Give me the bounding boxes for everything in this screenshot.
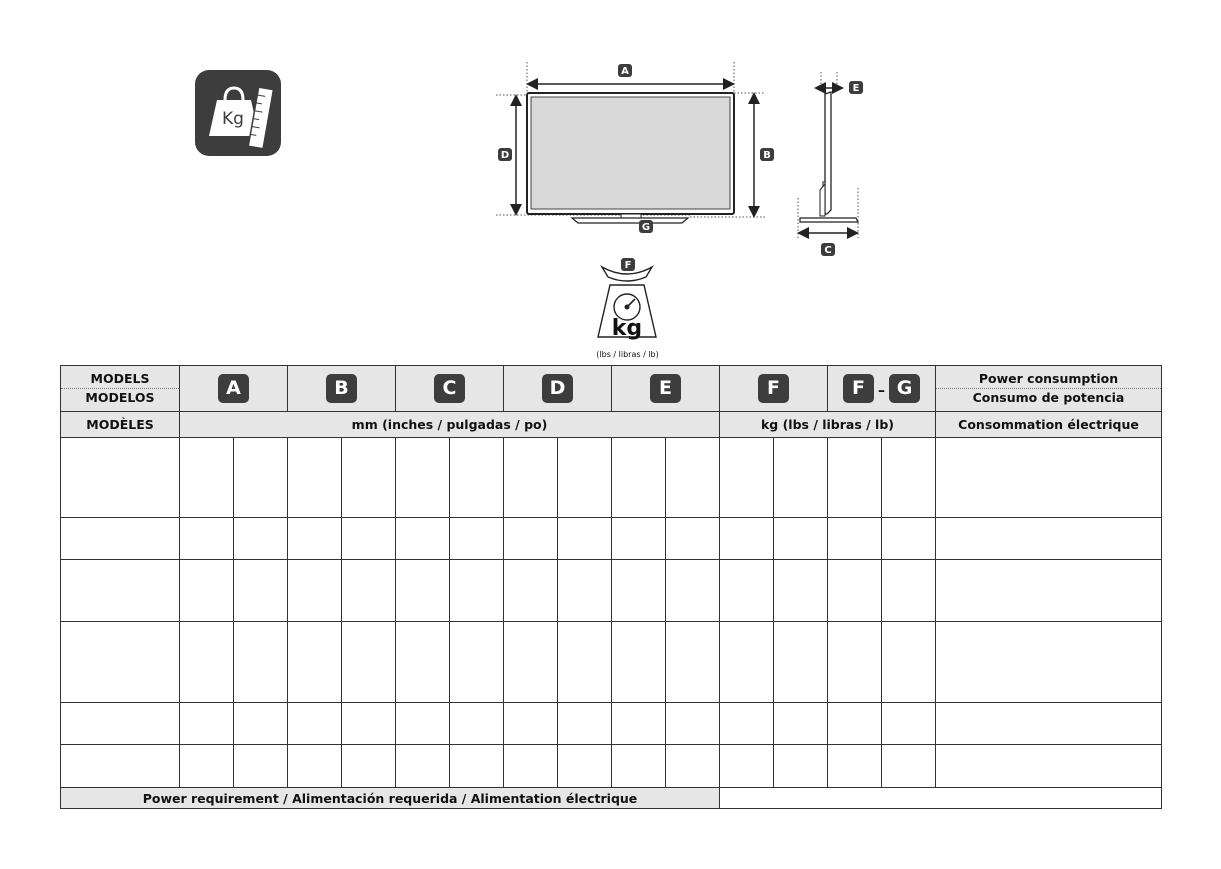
models-header: [61, 366, 180, 412]
tag-b-label: B: [763, 150, 771, 161]
tag-g-label: G: [641, 222, 651, 233]
mm-unit-header: mm (inches / pulgadas / po): [180, 412, 720, 438]
tv-front-diagram: [490, 60, 780, 240]
col-header-f: [720, 366, 828, 412]
power-label-en: Power consumption: [936, 370, 1161, 389]
badge-g: G: [889, 374, 920, 403]
table-row: [61, 560, 1162, 622]
badge-d: D: [542, 374, 573, 403]
tag-f-label: F: [624, 260, 632, 271]
tag-c-label: C: [824, 245, 832, 256]
table-row: [61, 703, 1162, 745]
table-row: [61, 622, 1162, 703]
table-row: [61, 438, 1162, 518]
models-label-es: MODELOS: [85, 390, 155, 405]
weight-scale-diagram: [580, 255, 675, 365]
power-label-es: Consumo de potencia: [972, 390, 1125, 405]
badge-a: A: [218, 374, 249, 403]
kg-unit-header: kg (lbs / libras / lb): [720, 412, 936, 438]
table-row: [61, 518, 1162, 560]
col-header-d: [504, 366, 612, 412]
col-header-c: [396, 366, 504, 412]
models-label-en: MODELS: [61, 370, 179, 389]
table-row: [61, 745, 1162, 788]
scale-units-caption: (lbs / libras / lb): [596, 350, 659, 359]
weight-dimension-icon: [195, 70, 281, 156]
col-header-f-g: [828, 366, 936, 412]
badge-e: E: [650, 374, 681, 403]
models-label-fr: MODÈLES: [61, 412, 180, 438]
badge-f: F: [758, 374, 789, 403]
power-label-fr: Consommation électrique: [936, 412, 1162, 438]
tag-d-label: D: [500, 150, 510, 161]
col-header-b: [288, 366, 396, 412]
badge-b: B: [326, 374, 357, 403]
power-requirement-value: [720, 788, 1162, 809]
tag-e-label: E: [852, 83, 860, 94]
badge-c: C: [434, 374, 465, 403]
power-requirement-label: Power requirement / Alimentación requerida / Alimentation électrique: [61, 788, 720, 809]
tag-a-label: A: [621, 66, 629, 77]
badge-f2: F: [843, 374, 874, 403]
power-header: [936, 366, 1162, 412]
specification-table: [60, 365, 1162, 809]
tv-side-diagram: [790, 70, 870, 260]
fg-dash: –: [878, 382, 885, 399]
icon-kg-text: Kg: [222, 109, 244, 129]
col-header-e: [612, 366, 720, 412]
col-header-a: [180, 366, 288, 412]
scale-kg-label: kg: [611, 316, 643, 341]
